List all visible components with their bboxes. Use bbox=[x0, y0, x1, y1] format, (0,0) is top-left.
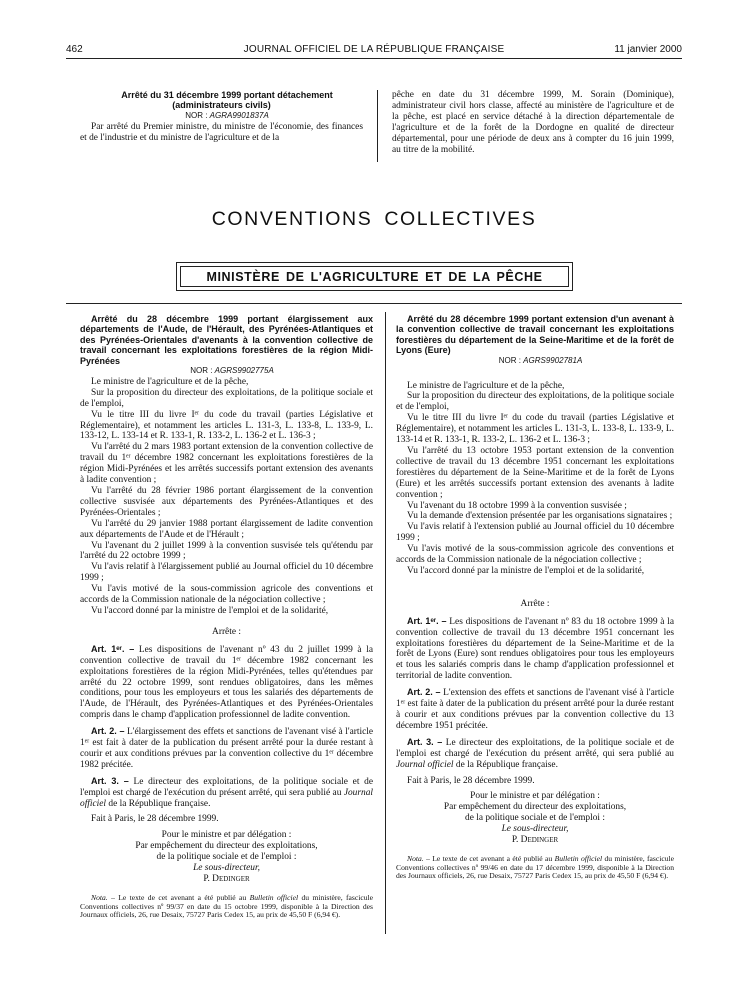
right-visa: Vu l'avis motivé de la sous-commission agricole des conventions et accords de la Commission nationale de la négociation collective ; bbox=[396, 544, 674, 566]
left-footnote: Nota. – Le texte de cet avenant a été publié au Bulletin officiel du ministère, fascicule Conventions collectives nº 99/37 en date du 15 octobre 1999, disponible à la Direction des Journaux officiels, 26, rue Desaix, 75727 Paris Cedex 15, au prix de 45,50 F (6,94 €). bbox=[80, 892, 374, 920]
top-left-column bbox=[80, 90, 363, 144]
left-signatory-name: P. Dedinger bbox=[203, 874, 250, 884]
section-title: CONVENTIONS COLLECTIVES bbox=[211, 208, 537, 230]
right-visa: Vu l'avenant du 18 octobre 1999 à la convention susvisée ; bbox=[407, 500, 627, 511]
ministry-box bbox=[176, 262, 573, 291]
left-visa: Le ministre de l'agriculture et de la pêche, bbox=[91, 376, 249, 387]
left-nor: NOR : AGRS9902775A bbox=[190, 366, 274, 376]
left-article-1: Art. 1ᵉʳ. – Les dispositions de l'avenant nº 43 du 2 juillet 1999 à la convention collective de travail du 1ᵉʳ décembre 1982 concernant les exploitations forestières de la région Midi-Pyrénées, telles qu'étendues par arrêté du 22 octobre 1999, sont rendues obligatoires, dans les mêmes conditions, pour tous les employeurs et tous les salariés des départements de l'Aude, de l'Hérault, des Pyrénées-Atlantiques et des Pyrénées-Orientales compris dans le champ d'application professionnel de ladite convention. bbox=[80, 643, 373, 721]
left-visa: Sur la proposition du directeur des exploitations, de la politique sociale et de l'emploi, bbox=[80, 387, 373, 409]
right-signature-line: Pour le ministre et par délégation : bbox=[470, 791, 600, 802]
left-visa: Vu l'arrêté du 29 janvier 1988 portant élargissement de ladite convention aux départements de l'Aude et de l'Hérault ; bbox=[80, 518, 373, 540]
section-rule bbox=[66, 303, 682, 304]
right-visa: Le ministre de l'agriculture et de la pêche, bbox=[407, 380, 565, 391]
right-signed-at: Fait à Paris, le 28 décembre 1999. bbox=[407, 775, 535, 786]
detachment-body-start: Par arrêté du Premier ministre, du ministre de l'économie, des finances et de l'industrie et du ministre de l'agriculture et de la bbox=[80, 121, 363, 143]
left-signature-line: Pour le ministre et par délégation : bbox=[161, 830, 292, 841]
left-article-3: Art. 3. – Le directeur des exploitations, de la politique sociale et de l'emploi est chargé de l'exécution du présent arrêté, qui sera publié au Journal officiel de la République française. bbox=[80, 775, 373, 809]
right-nor: NOR : AGRS9902781A bbox=[498, 355, 583, 365]
right-footnote: Nota. – Le texte de cet avenant a été publié au Bulletin officiel du ministère, fascicule Conventions collectives nº 99/46 en date du 17 décembre 1999, disponible à la Direction des Journaux officiels, 26, rue Desaix, 75727 Paris Cedex 15, au prix de 45,50 F (6,94 €). bbox=[396, 853, 675, 881]
right-visa: Vu l'arrêté du 13 octobre 1953 portant extension de la convention collective de travail du 13 décembre 1951 concernant les exploitations forestières du département de la Seine-Maritime et de la forêt de Lyons (Eure) et les arrêtés successifs portant extension des avenants à ladite convention ; bbox=[396, 445, 674, 500]
detachment-decree-title: Arrêté du 31 décembre 1999 portant détachement (administrateurs civils) bbox=[121, 90, 333, 111]
left-visa: Vu l'arrêté du 28 février 1986 portant élargissement de la convention collective susvisée aux départements des Pyrénées-Atlantiques et des Pyrénées-Orientales ; bbox=[80, 486, 373, 518]
right-article-1: Art. 1ᵉʳ. – Les dispositions de l'avenant nº 83 du 18 octobre 1999 à la convention collective de travail du 13 décembre 1951 concernant les exploitations forestières du département de la Seine-Maritime et de la forêt de Lyons (Eure) sont rendues obligatoires pour tous les employeurs et tous les salariés compris dans le champ d'application professionnel et territorial de ladite convention. bbox=[396, 615, 674, 682]
right-visa: Sur la proposition du directeur des exploitations, de la politique sociale et de l'emploi, bbox=[396, 391, 674, 413]
left-arrete: Arrête : bbox=[212, 626, 241, 637]
right-visa: Vu la demande d'extension présentée par les organisations signataires ; bbox=[407, 511, 673, 522]
right-signatory-name: P. Dedinger bbox=[511, 835, 559, 846]
left-signature-line: de la politique sociale et de l'emploi : bbox=[156, 852, 297, 863]
right-visa: Vu l'avis relatif à l'extension publié au Journal officiel du 10 décembre 1999 ; bbox=[396, 522, 674, 544]
left-visa: Vu l'avis relatif à l'élargissement publié au Journal officiel du 10 décembre 1999 ; bbox=[80, 562, 373, 584]
left-visa: Vu l'arrêté du 2 mars 1983 portant extension de la convention collective de travail du 1ᵉʳ décembre 1982 concernant les exploitations forestières de la région Midi-Pyrénées et les arrêtés successifs portant extension des avenants à ladite convention ; bbox=[80, 442, 373, 486]
left-signed-at: Fait à Paris, le 28 décembre 1999. bbox=[91, 814, 219, 825]
right-article-3: Art. 3. – Le directeur des exploitations, de la politique sociale et de l'emploi est chargé de l'exécution du présent arrêté, qui sera publié au Journal officiel de la République française. bbox=[396, 736, 674, 770]
right-signature-line: Par empêchement du directeur des exploitations, bbox=[443, 802, 627, 813]
left-signatory-title: Le sous-directeur, bbox=[193, 863, 260, 874]
right-visa: Vu l'accord donné par la ministre de l'emploi et de la solidarité, bbox=[407, 565, 645, 576]
page-number: 462 bbox=[66, 44, 83, 55]
left-visa: Vu l'avenant du 2 juillet 1999 à la convention susvisée tels qu'étendu par l'arrêté du 22 octobre 1999 ; bbox=[80, 540, 373, 562]
left-visa: Vu l'avis motivé de la sous-commission agricole des conventions et accords de la Commission nationale de la négociation collective ; bbox=[80, 584, 373, 606]
left-article-2: Art. 2. – L'élargissement des effets et sanctions de l'avenant visé à l'article 1ᵉʳ est fait à dater de la publication du présent arrêté pour la durée restant à courir et aux conditions prévues par la convention collective du 1ᵉʳ décembre 1982 précitée. bbox=[80, 726, 373, 770]
right-signature-line: de la politique sociale et de l'emploi : bbox=[465, 813, 605, 824]
right-article-2: Art. 2. – L'extension des effets et sanctions de l'avenant visé à l'article 1ᵉʳ est faite à dater de la publication du présent arrêté pour la durée restant à courir et aux conditions prévues par la convention collective du 13 décembre 1951 précitée. bbox=[396, 687, 675, 731]
column-rule bbox=[385, 312, 386, 934]
right-arrete: Arrête : bbox=[520, 598, 550, 609]
detachment-body-end: pêche en date du 31 décembre 1999, M. Sorain (Dominique), administrateur civil hors classe, affecté au ministère de l'agriculture et de la pêche, est placé en service détaché à la direction départementale de l'agriculture et de la forêt de la Dordogne en qualité de directeur départemental, pour une période de deux ans à compter du 16 juin 1999, au titre de la mobilité. bbox=[392, 90, 674, 155]
right-column bbox=[396, 314, 674, 881]
right-visa: Vu le titre III du livre Iᵉʳ du code du travail (parties Législative et Réglementaire), et notamment les articles L. 131-3, L. 133-8, L. 133-9, L. 133-14 et R. 133-1, R. 133-2, L. 136-2 et L. 136-3 ; bbox=[396, 413, 674, 446]
right-decree-title: Arrêté du 28 décembre 1999 portant extension d'un avenant à la convention collective de travail concernant les exploitations forestières du département de la Seine-Maritime et de la forêt de Lyons (Eure) bbox=[396, 314, 674, 356]
journal-title: JOURNAL OFFICIEL DE LA RÉPUBLIQUE FRANÇAISE bbox=[243, 44, 505, 55]
left-decree-title: Arrêté du 28 décembre 1999 portant élargissement aux départements de l'Aude, de l'Hérault, des Pyrénées-Atlantiques et des Pyrénées-Orientales d'avenants à la convention collective de travail concernant les exploitations forestières de la région Midi-Pyrénées bbox=[80, 314, 373, 366]
left-visa: Vu le titre III du livre Iᵉʳ du code du travail (parties Législative et Réglementaire), et notamment les articles L. 131-3, L. 133-8, L. 133-9, L. 133-12, L. 133-14 et R. 133-1, R. 133-2, L. 136-2 et L. 136-3 ; bbox=[80, 409, 373, 442]
header-rule bbox=[66, 58, 682, 59]
issue-date: 11 janvier 2000 bbox=[614, 44, 682, 55]
left-signature-line: Par empêchement du directeur des exploitations, bbox=[135, 841, 318, 852]
right-signatory-title: Le sous-directeur, bbox=[501, 824, 569, 835]
ministry-title: MINISTÈRE DE L'AGRICULTURE ET DE LA PÊCHE bbox=[180, 266, 569, 287]
top-column-rule bbox=[377, 90, 378, 162]
detachment-nor: NOR : AGRA9901837A bbox=[185, 110, 269, 120]
top-right-column bbox=[392, 90, 674, 155]
left-visa: Vu l'accord donné par la ministre de l'emploi et de la solidarité, bbox=[91, 605, 329, 616]
left-column bbox=[80, 314, 373, 920]
